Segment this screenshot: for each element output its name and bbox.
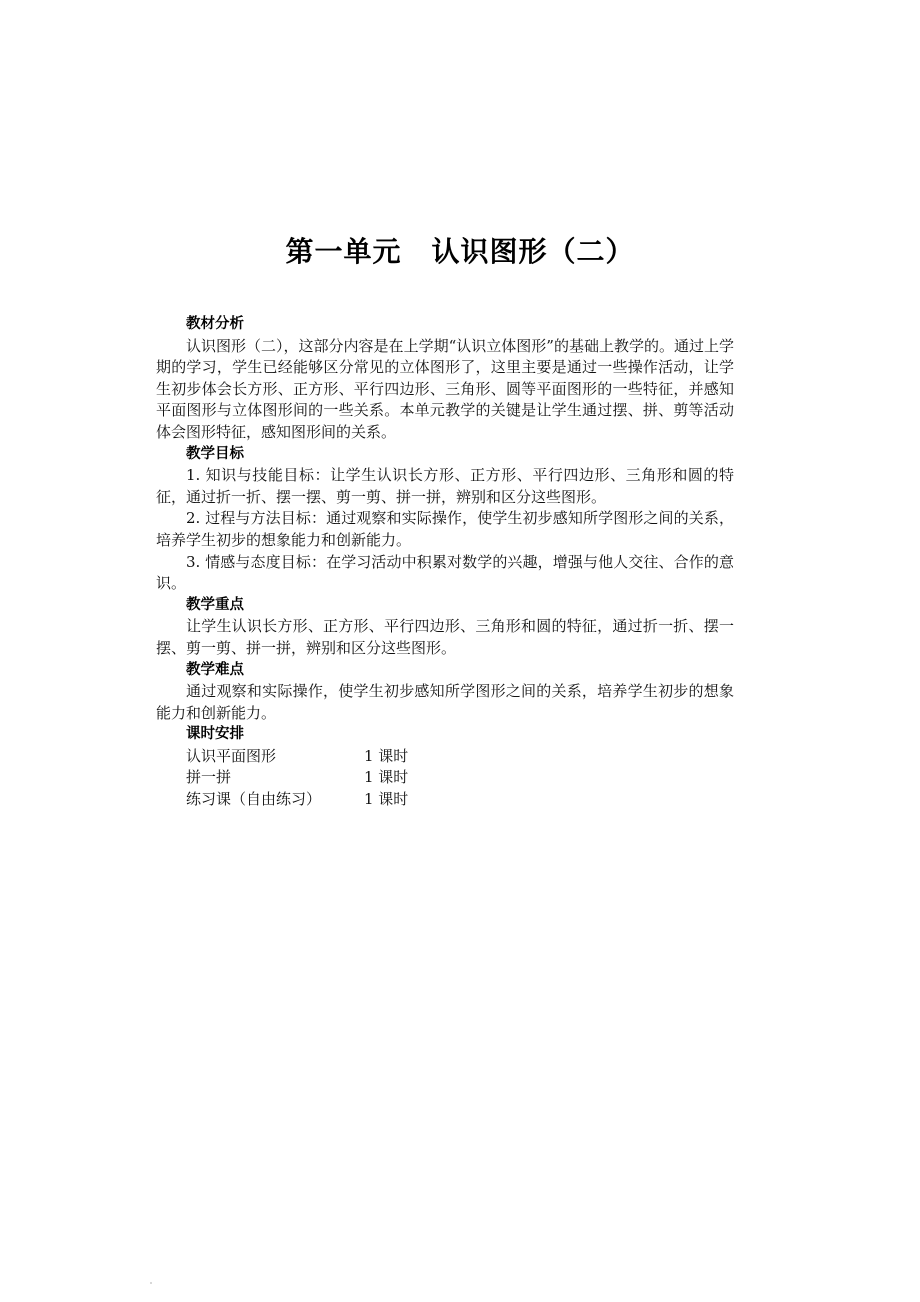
- page-title: [0, 230, 920, 270]
- schedule-item: 认识平面图形: [186, 746, 277, 765]
- schedule-list: [156, 746, 734, 811]
- section-heading-difficulties: 教学难点: [186, 661, 244, 678]
- schedule-duration: 1 课时: [364, 746, 409, 765]
- unit-label: 第一单元: [285, 235, 402, 268]
- difficulties-paragraph: 通过观察和实际操作，使学生初步感知所学图形之间的关系，培养学生初步的想象能力和创新能力。: [156, 682, 734, 722]
- section-heading-analysis: 教材分析: [186, 316, 244, 332]
- schedule-duration: 1 课时: [364, 768, 409, 787]
- page-mark: [150, 1282, 152, 1284]
- goal-item-2: 2. 过程与方法目标：通过观察和实际操作，使学生初步感知所学图形之间的关系，培养学生初步的想象能力和创新能力。: [156, 509, 734, 549]
- goal-item-1: 1. 知识与技能目标：让学生认识长方形、正方形、平行四边形、三角形和圆的特征，通过折一折、摆一摆、剪一剪、拼一拼，辨别和区分这些图形。: [156, 466, 734, 506]
- schedule-row: [186, 789, 734, 811]
- goal-item-3: 3. 情感与态度目标：在学习活动中积累对数学的兴趣，增强与他人交往、合作的意识。: [156, 552, 734, 593]
- schedule-row: [186, 767, 734, 789]
- analysis-paragraph: 认识图形（二），这部分内容是在上学期“认识立体图形”的基础上教学的。通过上学期的学习，学生已经能够区分常见的立体图形了，这里主要是通过一些操作活动，让学生初步体会长方形、正方形、平行四边形、三角形、圆等平面图形的一些特征，并感知平面图形与立体图形间的一些关系。本单元教学的关键是让学生通过摆、拼、剪等活动体会图形特征，感知图形间的关系。: [156, 336, 734, 441]
- section-heading-goals: 教学目标: [186, 445, 244, 462]
- section-heading-key-points: 教学重点: [186, 596, 244, 613]
- section-heading-schedule: 课时安排: [186, 726, 244, 743]
- unit-name: 认识图形（二）: [431, 235, 635, 268]
- key-points-paragraph: 让学生认识长方形、正方形、平行四边形、三角形和圆的特征，通过折一折、摆一摆、剪一剪、拼一拼，辨别和区分这些图形。: [156, 617, 734, 657]
- document-body: [156, 314, 734, 811]
- schedule-row: [186, 746, 734, 768]
- schedule-item: 拼一拼: [186, 768, 232, 787]
- schedule-duration: 1 课时: [364, 790, 409, 809]
- schedule-item: 练习课（自由练习）: [186, 790, 322, 809]
